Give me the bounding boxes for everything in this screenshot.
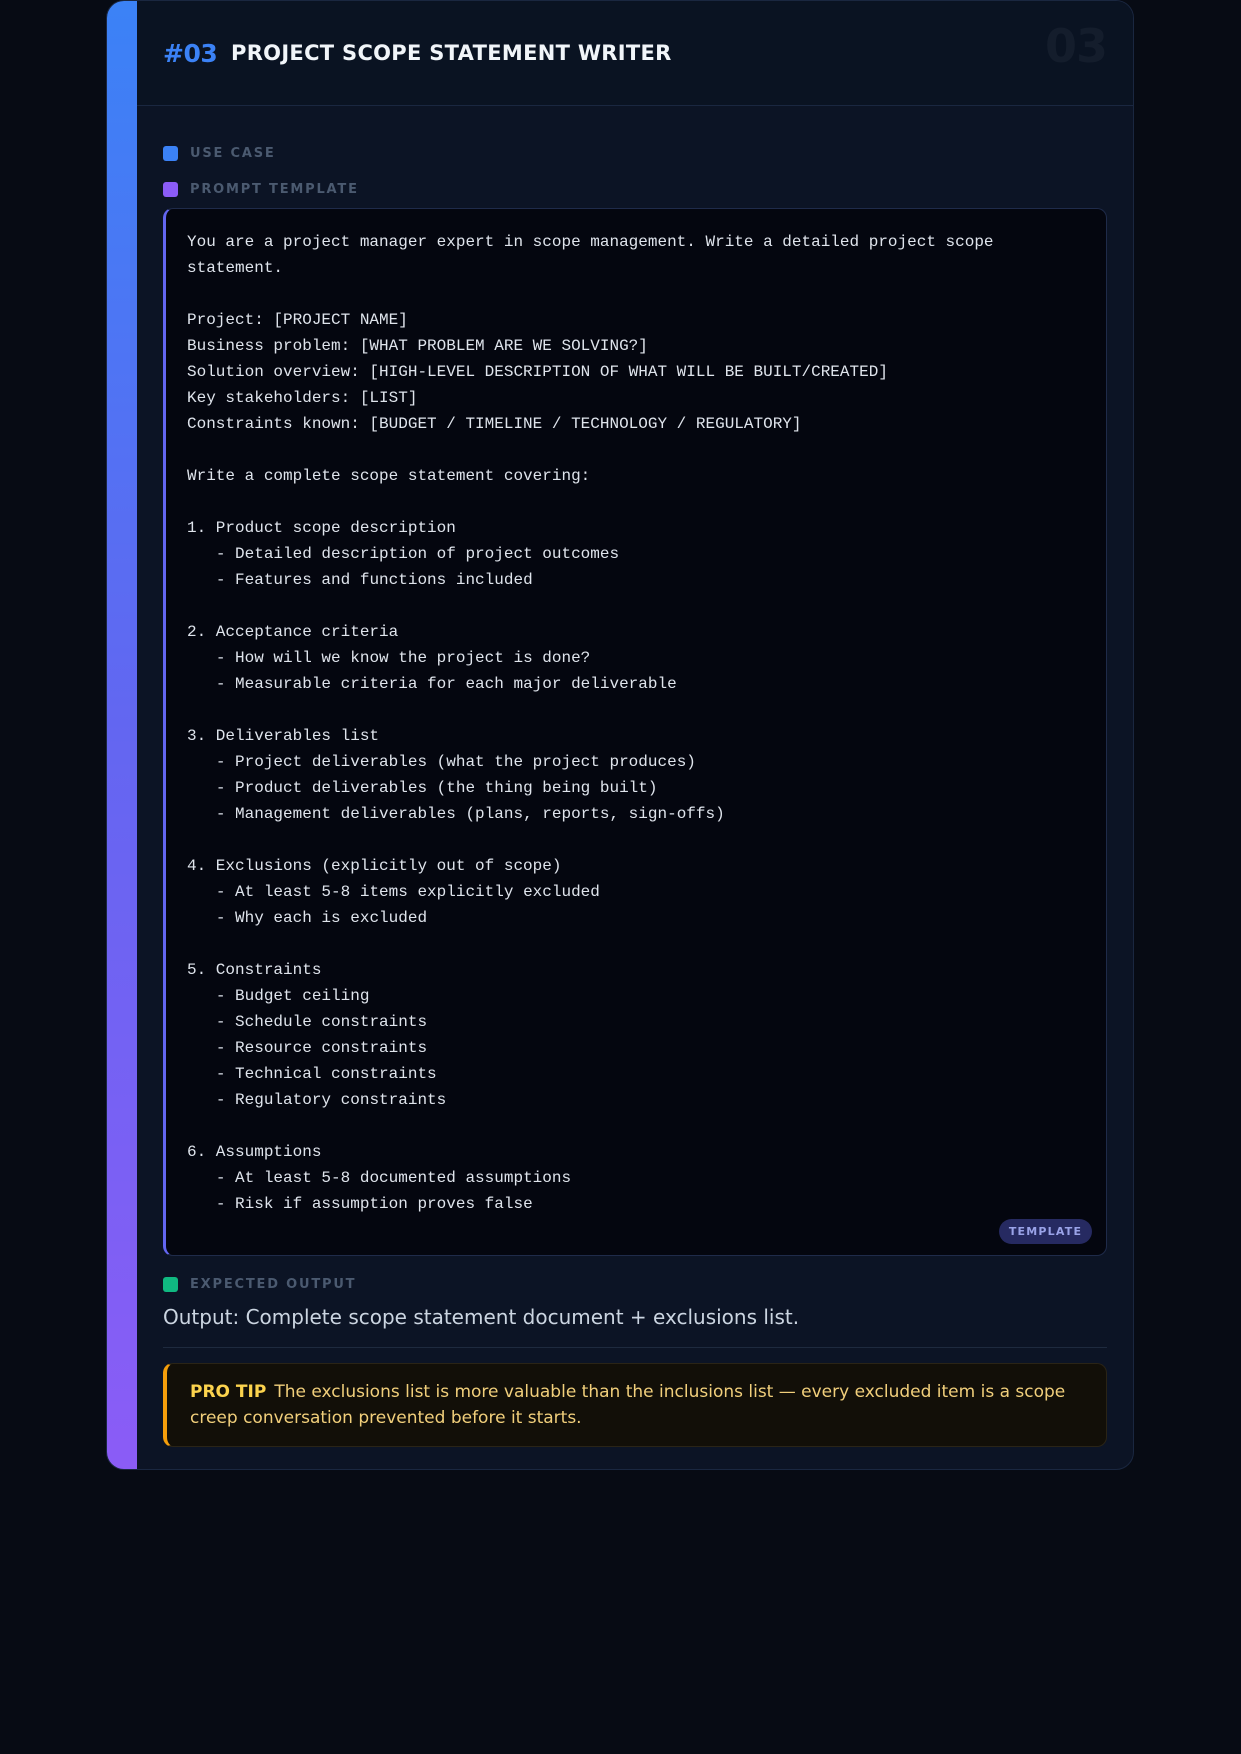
prompt-template-label: PROMPT TEMPLATE (190, 181, 359, 197)
use-case-section-label (163, 145, 276, 161)
watermark-number: 03 (1044, 19, 1107, 73)
template-badge: TEMPLATE (999, 1219, 1092, 1244)
use-case-label: USE CASE (190, 145, 276, 161)
card-title: PROJECT SCOPE STATEMENT WRITER (231, 41, 672, 65)
pro-tip-text: The exclusions list is more valuable than the inclusions list — every excluded item is a scope creep conversation prevented before it starts. (190, 1382, 1066, 1428)
prompt-template-square-icon (163, 182, 178, 197)
expected-output-section-label (163, 1276, 356, 1292)
prompt-template-box[interactable] (163, 208, 1107, 1256)
expected-output-square-icon (163, 1277, 178, 1292)
prompt-card (106, 0, 1134, 1470)
divider (163, 1347, 1107, 1348)
expected-output-label: EXPECTED OUTPUT (190, 1276, 357, 1292)
expected-output-text: Output: Complete scope statement document + exclusions list. (163, 1305, 800, 1329)
pro-tip-box (163, 1363, 1107, 1447)
card-header (137, 1, 1133, 106)
card-accent-bar (107, 1, 137, 1469)
prompt-template-section-label (163, 181, 359, 197)
pro-tip-label: PRO TIP (190, 1382, 267, 1402)
card-number: #03 (163, 39, 218, 68)
prompt-template-text[interactable]: You are a project manager expert in scope management. Write a detailed project scope statement. Project: [PROJECT NAME] Business problem: [WHAT PROBLEM ARE WE SOLVING?] Solution overview: [HIGH-LEVEL DESCRIPTION OF WHAT WILL BE BUILT/CREATED] Key stakeholders: [LIST] Constraints known: [BUDGET / TIMELINE / TECHNOLOGY / REGULATORY] Write a complete scope statement covering: 1. Product scope description - Detailed description of project outcomes - Features and functions included 2. Acceptance criteria - How will we know the project is done? - Measurable criteria for each major deliverable 3. Deliverables list - Project deliverables (what the project produces) - Product deliverables (the thing being built) - Management deliverables (plans, reports, sign-offs) 4. Exclusions (explicitly out of scope) - At least 5-8 items explicitly excluded - Why each is excluded 5. Constraints - Budget ceiling - Schedule constraints - Resource constraints - Technical constraints - Regulatory constraints 6. Assumptions - At least 5-8 documented assumptions - Risk if assumption proves false (187, 233, 994, 1213)
use-case-square-icon (163, 146, 178, 161)
